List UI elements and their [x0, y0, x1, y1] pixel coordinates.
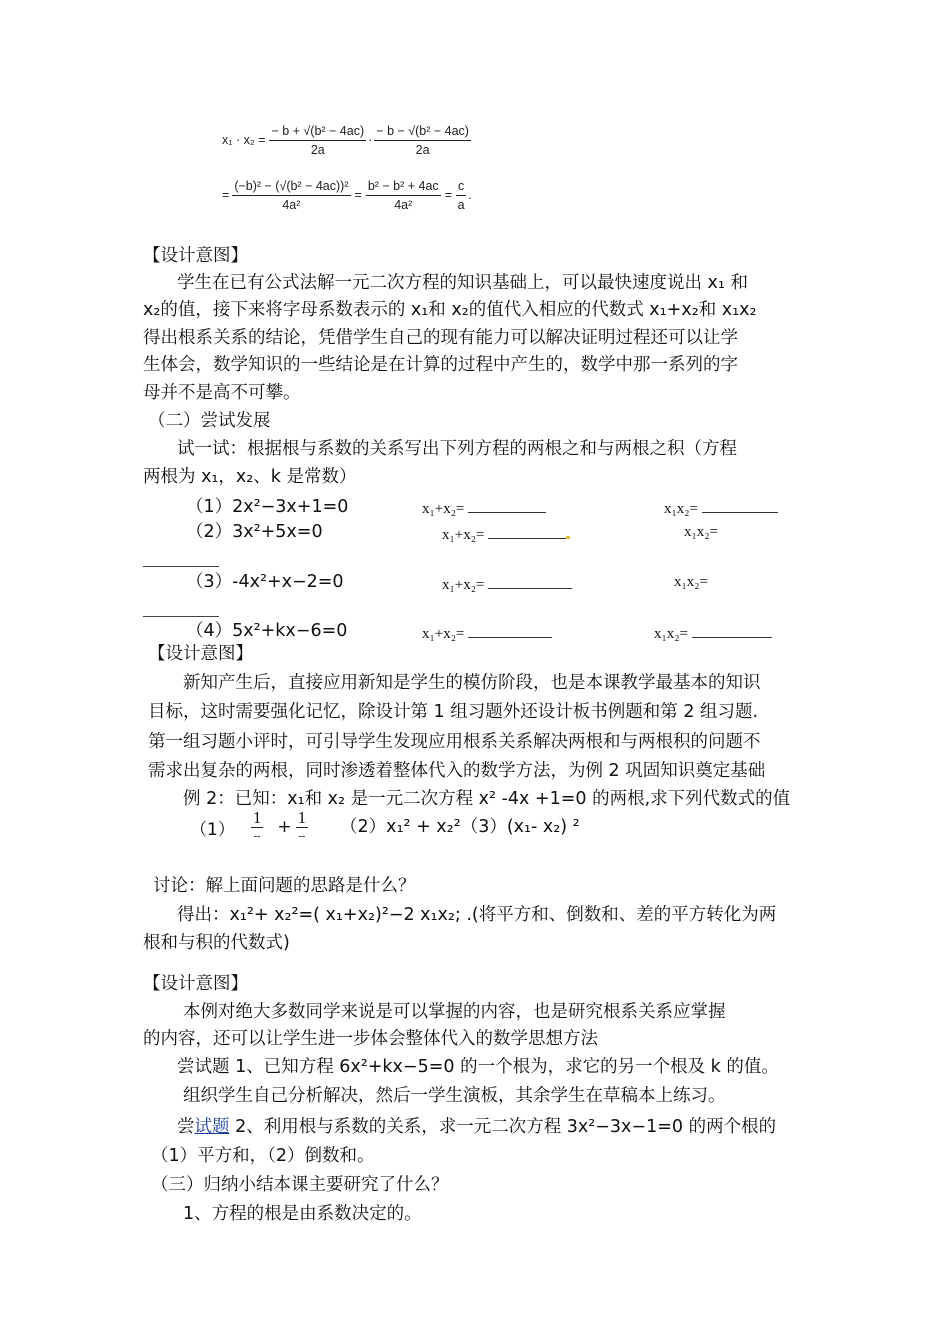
trial-question-2-text: 2、利用根与系数的关系，求一元二次方程 3x²−3x−1=0 的两个根的: [229, 1117, 777, 1137]
organize-students-line: 组织学生自己分析解决，然后一学生演板，其余学生在草稿本上练习。: [183, 1086, 726, 1106]
design-intent-line-2: x₂的值，接下来将字母系数表示的 x₁和 x₂的值代入相应的代数式 x₁+x₂和 x₁x₂: [143, 300, 757, 320]
design-intent-line-3: 得出根系关系的结论，凭借学生自己的现有能力可以解决证明过程还可以让学: [143, 328, 738, 348]
formula-eq-2: =: [354, 188, 362, 202]
example-2-questions-2-3: （2）x₁² + x₂²（3）(x₁- x₂) ²: [340, 817, 580, 837]
formula-eq-3: =: [444, 188, 452, 202]
exercise-2-sum-blank[interactable]: [488, 524, 566, 539]
trial-question-2: [177, 1114, 776, 1140]
formula-period: .: [468, 188, 472, 202]
formula-denominator-4: 4a²: [394, 197, 413, 212]
exercise-4-equation: （4）5x²+kx−6=0: [186, 621, 348, 641]
discussion-question: 讨论：解上面问题的思路是什么？: [153, 876, 416, 896]
exercise-1-product-label: x₁x₂=: [664, 501, 698, 517]
exercise-1-sum-blank[interactable]: [468, 498, 546, 513]
try-intro-line-1: 试一试：根据根与系数的关系写出下列方程的两根之和与两根之积（方程: [177, 439, 737, 459]
exercise-1-sum-label: x₁+x₂=: [422, 501, 465, 517]
section-try-development-heading: （二）尝试发展: [148, 411, 271, 431]
trial-question-link[interactable]: 试题: [194, 1117, 230, 1137]
formula-numerator-1: − b + √(b² − 4ac): [269, 122, 366, 141]
formula-dot: ·: [368, 133, 373, 147]
design-intent-heading-2: 【设计意图】: [148, 644, 253, 664]
formula-numerator-2: − b − √(b² − 4ac): [374, 122, 471, 141]
exercise-2-product-blank[interactable]: [143, 566, 219, 567]
formula-denominator-5: a: [457, 197, 465, 212]
exercise-4-product-blank[interactable]: [692, 623, 772, 638]
design-intent-3-line-1: 本例对绝大多数同学来说是可以掌握的内容，也是研究根系关系应掌握: [183, 1002, 726, 1022]
root-product-formula: [222, 118, 522, 223]
design-intent-line-4: 生体会，数学知识的一些结论是在计算的过程中产生的，数学中那一系列的字: [143, 355, 738, 375]
exercise-4-sum-label: x₁+x₂=: [422, 626, 465, 642]
question-1-denominator-1: --: [253, 830, 261, 842]
trial-question-1: 尝试题 1、已知方程 6x²+kx−5=0 的一个根为，求它的另一个根及 k 的值。: [177, 1057, 779, 1077]
design-intent-2-line-4: 需求出复杂的两根，同时渗透着整体代入的数学方法，为例 2 巩固知识奠定基础: [148, 761, 766, 781]
exercise-3-sum-label: x₁+x₂=: [442, 577, 485, 593]
formula-eq-1: =: [222, 188, 230, 202]
derivation-line-2: 根和与积的代数式): [143, 933, 290, 953]
formula-numerator-4: b² − b² + 4ac: [366, 177, 441, 196]
exercise-1-equation: （1）2x²−3x+1=0: [186, 497, 349, 517]
question-1-denominator-2: --: [298, 830, 306, 842]
design-intent-line-1: 学生在已有公式法解一元二次方程的知识基础上，可以最快速度说出 x₁ 和: [177, 273, 748, 293]
design-intent-2-line-2: 目标，这时需要强化记忆，除设计第 1 组习题外还设计板书例题和第 2 组习题.: [148, 702, 759, 722]
design-intent-3-line-2: 的内容，还可以让学生进一步体会整体代入的数学思想方法: [143, 1029, 598, 1049]
formula-denominator-2: 2a: [415, 142, 430, 157]
design-intent-heading-3: 【设计意图】: [143, 974, 248, 994]
section-summary-heading: （三）归纳小结本课主要研究了什么？: [151, 1175, 449, 1195]
exercise-3-equation: （3）-4x²+x−2=0: [186, 572, 344, 592]
exercise-4-sum-blank[interactable]: [468, 623, 552, 638]
example-2-statement: 例 2：已知：x₁和 x₂ 是一元二次方程 x² -4x +1=0 的两根,求下列代数式的值: [183, 789, 791, 809]
formula-denominator-3: 4a²: [282, 197, 301, 212]
exercise-1-product-blank[interactable]: [702, 498, 778, 513]
design-intent-line-5: 母并不是高不可攀。: [143, 383, 301, 403]
formula-numerator-5: c: [456, 177, 466, 196]
summary-point-1: 1、方程的根是由系数决定的。: [183, 1204, 422, 1224]
exercise-2-sum-label: x₁+x₂=: [442, 527, 485, 543]
question-1-numerator-1: 1: [252, 807, 262, 827]
formula-lhs: x₁ · x₂ =: [222, 133, 266, 147]
exercise-3-sum-blank[interactable]: [488, 574, 572, 589]
example-2-question-1: [190, 806, 308, 848]
derivation-line-1: 得出：x₁²+ x₂²=( x₁+x₂)²−2 x₁x₂; .(将平方和、倒数和、差的平方转化为两: [177, 905, 777, 925]
trial-question-2-prefix: 尝: [177, 1117, 195, 1137]
design-intent-2-line-3: 第一组习题小评时，可引导学生发现应用根系关系解决两根和与两根积的问题不: [148, 732, 761, 752]
yellow-mark: [566, 536, 570, 539]
exercise-2-equation: （2）3x²+5x=0: [186, 522, 323, 542]
exercise-2-product-label: x₁x₂=: [684, 524, 718, 540]
exercise-3-product-label: x₁x₂=: [674, 574, 708, 590]
question-1-label: （1）: [190, 819, 235, 840]
trial-question-2-parts: （1）平方和，（2）倒数和。: [151, 1146, 375, 1166]
design-intent-2-line-1: 新知产生后，直接应用新知是学生的模仿阶段，也是本课教学最基本的知识: [183, 673, 761, 693]
try-intro-line-2: 两根为 x₁，x₂、k 是常数）: [143, 467, 357, 487]
formula-numerator-3: (−b)² − (√(b² − 4ac))²: [232, 177, 350, 196]
design-intent-heading-1: 【设计意图】: [143, 246, 248, 266]
exercise-4-product-label: x₁x₂=: [654, 626, 688, 642]
question-1-numerator-2: 1: [297, 807, 307, 827]
exercise-3-product-blank[interactable]: [143, 616, 219, 617]
question-1-plus: +: [277, 817, 292, 837]
formula-denominator-1: 2a: [310, 142, 325, 157]
